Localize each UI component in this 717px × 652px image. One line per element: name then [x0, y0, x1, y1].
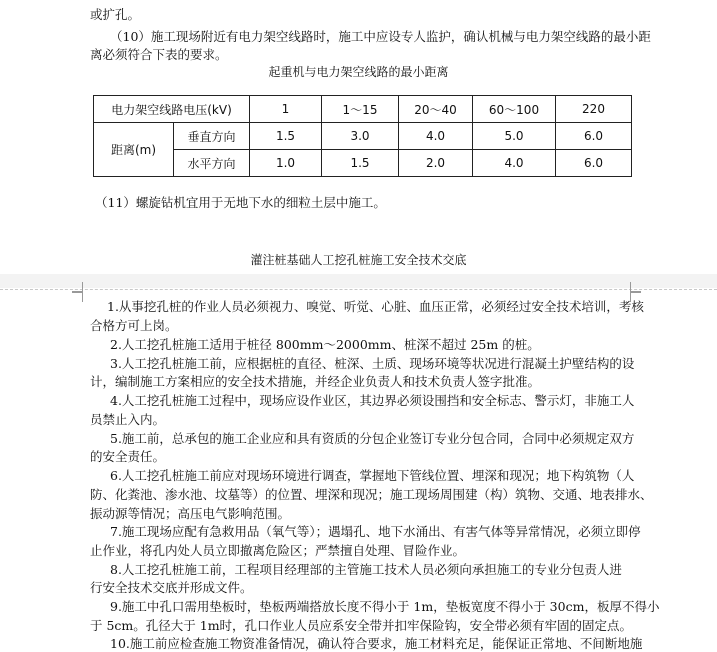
- voltage-header-cell: 电力架空线路电压(kV): [94, 96, 250, 123]
- para-line: 10.施工前应检查施工物资准备情况，确认符合要求，施工材料充足，能保证正常地、不间断地施: [110, 636, 643, 651]
- voltage-cell: 220: [556, 96, 632, 123]
- voltage-cell: 1: [250, 96, 322, 123]
- voltage-cell: 1～15: [322, 96, 399, 123]
- item-10-line-1: （10）施工现场附近有电力架空线路时，施工中应设专人监护，确认机械与电力架空线路的最小距: [110, 29, 651, 44]
- distance-group-cell: 距离(m): [94, 123, 174, 177]
- para-line: 的安全责任。: [90, 449, 166, 464]
- value-cell: 1.5: [250, 123, 322, 150]
- para-line: 3.人工挖孔桩施工前，应根据桩的直径、桩深、土质、现场环境等状况进行混凝土护壁结构的设: [110, 356, 635, 371]
- table-header-row: [94, 96, 632, 123]
- para-line: 员禁止入内。: [90, 412, 166, 427]
- value-cell: 4.0: [399, 123, 473, 150]
- para-line: 2.人工挖孔桩施工适用于桩径 800mm～2000mm、桩深不超过 25m 的桩。: [110, 337, 540, 352]
- para-line: 5.施工前，总承包的施工企业应和具有资质的分包企业签订专业分包合同，合同中必须规定双方: [110, 431, 635, 446]
- para-line: 振动源等情况；高压电气影响范围。: [90, 506, 291, 521]
- para-line: 6.人工挖孔桩施工前应对现场环境进行调查，掌握地下管线位置、埋深和现况；地下构筑物（人: [110, 468, 635, 483]
- value-cell: 6.0: [556, 150, 632, 177]
- para-line: 行安全技术交底并形成文件。: [90, 580, 253, 595]
- value-cell: 6.0: [556, 123, 632, 150]
- value-cell: 5.0: [473, 123, 556, 150]
- page-gap: [0, 274, 717, 288]
- para-line: 合格方可上岗。: [90, 318, 178, 333]
- table-row-horizontal: [94, 150, 632, 177]
- value-cell: 4.0: [473, 150, 556, 177]
- para-line: 9.施工中孔口需用垫板时，垫板两端搭放长度不得小于 1m，垫板宽度不得小于 30cm，板厚不得小: [110, 599, 660, 614]
- text-line-top: 或扩孔。: [90, 7, 141, 22]
- para-line: 止作业，将孔内处人员立即撤离危险区；严禁擅自处理、冒险作业。: [90, 543, 466, 558]
- para-line: 计，编制施工方案相应的安全技术措施，并经企业负责人和技术负责人签字批准。: [90, 374, 541, 389]
- voltage-cell: 60～100: [473, 96, 556, 123]
- section-title: 灌注桩基础人工挖孔桩施工安全技术交底: [250, 253, 467, 267]
- distance-table: [93, 95, 632, 177]
- para-line: 于 5cm。孔径大于 1m时，孔口作业人员应系安全带并扣牢保险钩，安全带必须有牢固的固定点。: [90, 618, 633, 633]
- value-cell: 1.5: [322, 150, 399, 177]
- value-cell: 3.0: [322, 123, 399, 150]
- margin-corner-mark: [72, 291, 83, 302]
- value-cell: 2.0: [399, 150, 473, 177]
- para-line: 1.从事挖孔桩的作业人员必须视力、嗅觉、听觉、心脏、血压正常，必须经过安全技术培训，考核: [107, 299, 644, 314]
- table-row-vertical: [94, 123, 632, 150]
- para-line: 7.施工现场应配有急救用品（氧气等）；遇塌孔、地下水涌出、有害气体等异常情况，必须立即停: [110, 524, 641, 539]
- para-line: 8.人工挖孔桩施工前，工程项目经理部的主管施工技术人员必须向承担施工的专业分包责人进: [110, 562, 622, 577]
- para-line: 4.人工挖孔桩施工过程中，现场应设作业区，其边界必须设围挡和安全标志、警示灯，非施工人: [110, 393, 635, 408]
- value-cell: 1.0: [250, 150, 322, 177]
- item-10-line-2: 离必须符合下表的要求。: [90, 47, 228, 62]
- row-label-cell: 水平方向: [174, 150, 250, 177]
- item-11: （11）螺旋钻机宜用于无地下水的细粒土层中施工。: [95, 195, 386, 210]
- row-label-cell: 垂直方向: [174, 123, 250, 150]
- table-title: 起重机与电力架空线路的最小距离: [268, 65, 449, 79]
- voltage-cell: 20～40: [399, 96, 473, 123]
- page-separator: [0, 289, 717, 290]
- para-line: 防、化粪池、渗水池、坟墓等）的位置、埋深和现况；施工现场周围建（构）筑物、交通、地表排水、: [90, 487, 653, 502]
